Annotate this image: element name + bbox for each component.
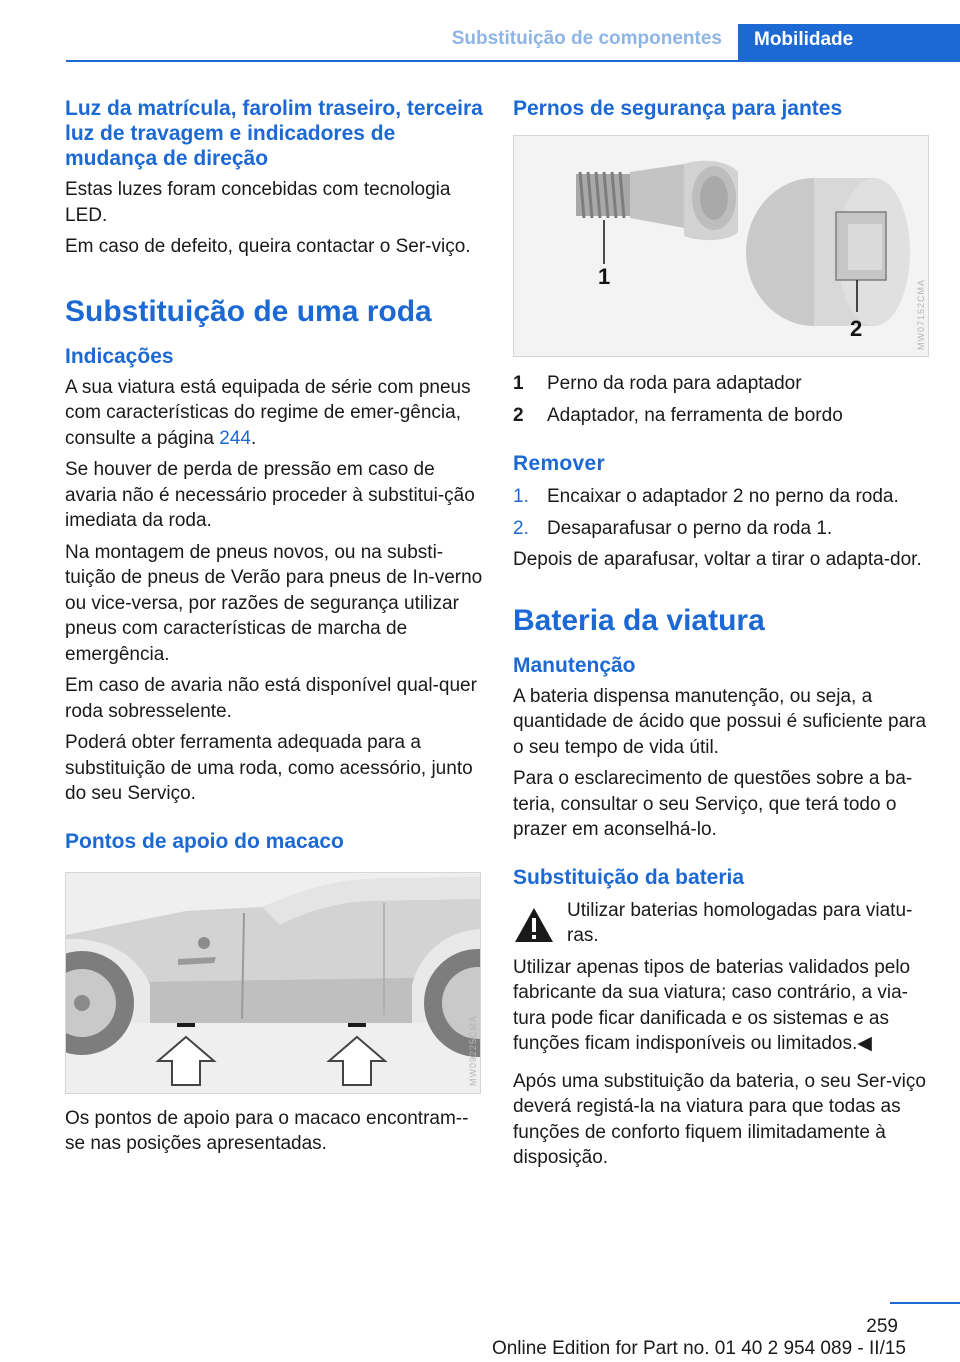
legend-number: 2: [513, 404, 524, 426]
legend-item: [513, 371, 930, 397]
running-section-title: Substituição de componentes: [451, 28, 722, 49]
figure-label-2: 2: [850, 316, 863, 341]
replace-paragraph-1: Utilizar apenas tipos de baterias validados pelo fabricante da sua viatura; caso contrário, a via‐tura pode ficar danificada e os sistemas e as funções ficam indisponíveis ou limitados.◀: [513, 956, 911, 1054]
notes-paragraph-1-end: .: [250, 427, 257, 449]
notes-paragraph-1-text: A sua viatura está equipada de série com pneus com características do regime de emer‐gência, consulte a página: [65, 376, 471, 449]
replace-paragraph-2: Após uma substituição da bateria, o seu Ser‐viço deverá registá-la na viatura para que todas as funções de conforto fiquem ilimitadamente à disposição.: [513, 1070, 926, 1168]
legend-text: Perno da roda para adaptador: [547, 373, 802, 394]
legend-text: Adaptador, na ferramenta de bordo: [547, 404, 843, 426]
right-column: [513, 96, 930, 1177]
notes-paragraph-2: Se houver de perda de pressão em caso de avaria não é necessário proceder à substitui‐ção imediata da roda.: [65, 459, 475, 531]
legend-number: 1: [513, 373, 524, 394]
page-reference-link[interactable]: 244: [219, 427, 251, 449]
warning-icon: [513, 906, 555, 944]
wheel-heading: Substituição de uma roda: [65, 294, 432, 328]
maintenance-heading: Manutenção: [513, 653, 636, 677]
header-rule: [66, 60, 960, 62]
warning-block: [513, 898, 930, 949]
wheel-bolt-figure: [513, 135, 929, 357]
figure-label-1: 1: [598, 264, 611, 289]
lights-paragraph-2: Em caso de defeito, queira contactar o Ser‐viço.: [65, 236, 471, 257]
maintenance-paragraph-2: Para o esclarecimento de questões sobre a ba‐teria, consultar o seu Serviço, que terá todo o prazer em aconselhá-lo.: [513, 768, 913, 840]
lights-heading: Luz da matrícula, farolim traseiro, terceira luz de travagem e indicadores de mudança de direção: [65, 97, 483, 170]
step-number: 1.: [513, 486, 529, 507]
legend-item: [513, 403, 930, 429]
jack-points-figure: [65, 872, 481, 1094]
notes-paragraph-3: Na montagem de pneus novos, ou na substi‐tuição de pneus de Verão para pneus de In‐verno ou vice-versa, por razões de segurança utilizar pneus com características de marcha de emergência.: [65, 541, 483, 665]
bolts-heading: Pernos de segurança para jantes: [513, 97, 843, 120]
remove-paragraph: Depois de aparafusar, voltar a tirar o adapta‐dor.: [513, 549, 922, 570]
step-item: [513, 516, 930, 542]
chapter-tab: Mobilidade: [738, 24, 960, 62]
warning-text: Utilizar baterias homologadas para viatu‐ras.: [567, 899, 913, 946]
maintenance-paragraph-1: A bateria dispensa manutenção, ou seja, a quantidade de ácido que possui é suficiente para o seu tempo de vida útil.: [513, 685, 927, 758]
page-number: 259: [866, 1316, 898, 1337]
car-side-illustration: [66, 873, 480, 1093]
figure-legend: [513, 371, 930, 428]
jack-figure-code: MW09225CMA: [468, 1015, 478, 1087]
remove-heading: Remover: [513, 452, 605, 475]
step-text: Desaparafusar o perno da roda 1.: [547, 517, 833, 539]
notes-paragraph-1: [65, 375, 483, 452]
wheel-bolt-illustration: [514, 136, 928, 356]
left-column: [65, 96, 483, 1163]
footer-rule: [890, 1302, 960, 1304]
lights-paragraph-1: Estas luzes foram concebidas com tecnologia LED.: [65, 179, 451, 226]
jack-caption: Os pontos de apoio para o macaco encontram--se nas posições apresentadas.: [65, 1107, 469, 1154]
step-text: Encaixar o adaptador 2 no perno da roda.: [547, 486, 899, 507]
notes-paragraph-4: Em caso de avaria não está disponível qual‐quer roda sobresselente.: [65, 675, 477, 722]
bolts-figure-code: MW07152CMA: [916, 278, 926, 350]
footer-edition: Online Edition for Part no. 01 40 2 954 089 - II/15: [491, 1338, 906, 1359]
step-item: [513, 484, 930, 510]
battery-heading: Bateria da viatura: [513, 603, 765, 637]
step-number: 2.: [513, 517, 529, 539]
notes-heading: Indicações: [65, 344, 174, 368]
notes-paragraph-5: Poderá obter ferramenta adequada para a substituição de uma roda, como acessório, junto do seu Serviço.: [65, 732, 473, 804]
replace-heading: Substituição da bateria: [513, 865, 745, 889]
jack-heading: Pontos de apoio do macaco: [65, 829, 344, 853]
